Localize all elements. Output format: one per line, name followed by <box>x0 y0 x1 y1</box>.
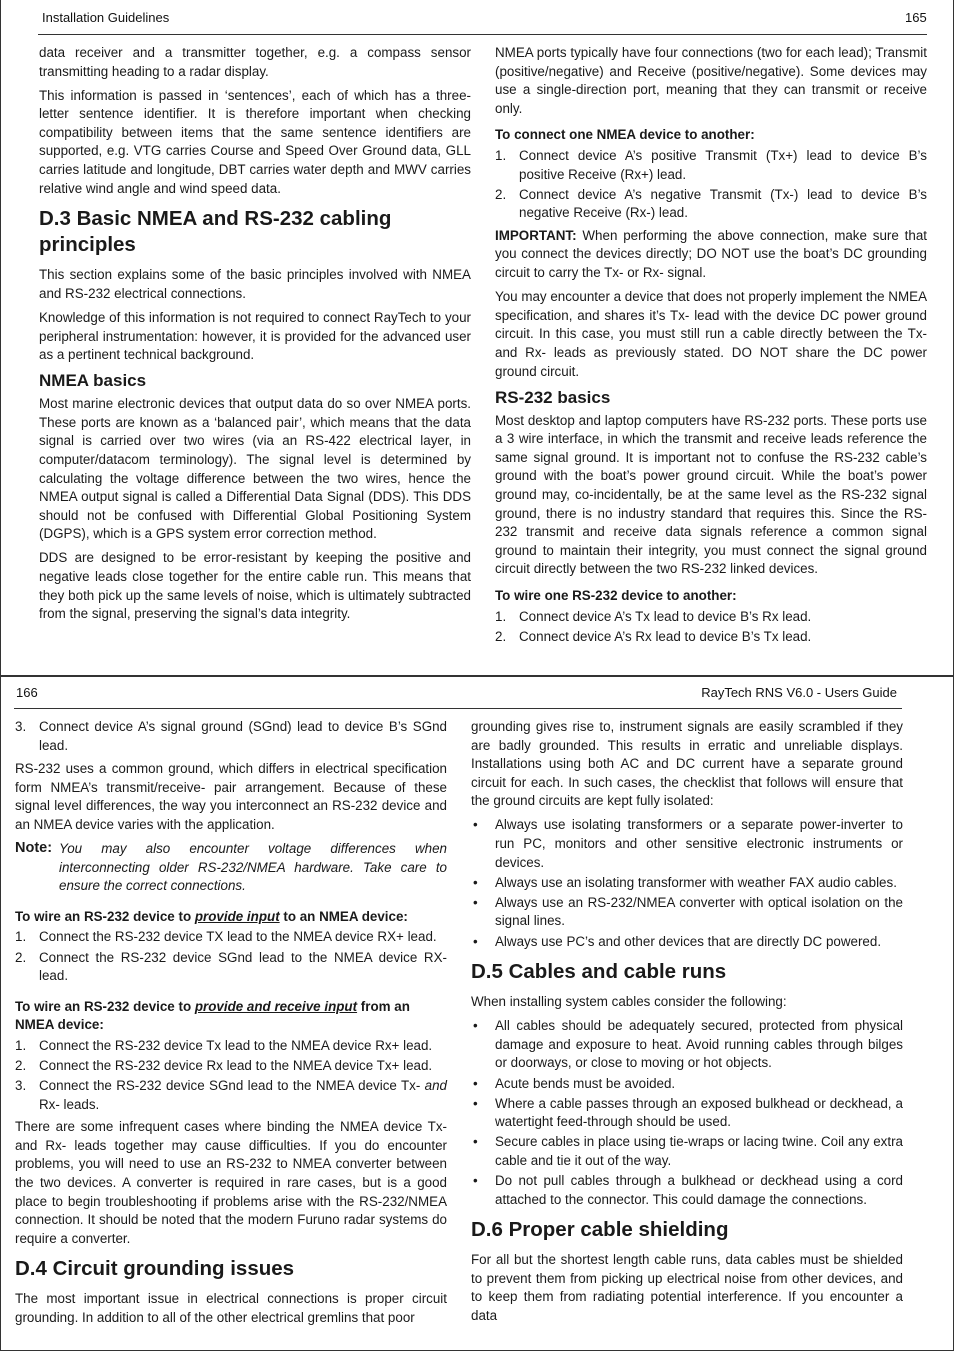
right-column <box>471 718 903 1331</box>
running-header-title: RayTech RNS V6.0 - Users Guide <box>701 685 897 700</box>
list-item <box>495 186 927 223</box>
list-item <box>495 628 927 647</box>
important-paragraph <box>495 227 927 283</box>
header-rule <box>14 708 902 709</box>
numbered-list <box>15 1037 447 1114</box>
list-text: Always use an RS-232/NMEA converter with optical isolation on the signal lines. <box>495 894 903 929</box>
subheading-rs232-basics: RS-232 basics <box>495 387 611 407</box>
paragraph: You may encounter a device that does not properly implement the NMEA specification, and shares it’s Tx- lead with the device DC power ground circuit. In this case, you must still run a cable directly between the Tx- and Rx- leads as previously stated. DO NOT share the DC power ground circuit. <box>495 289 927 379</box>
procedure-heading <box>15 908 447 927</box>
right-column <box>495 44 927 650</box>
numbered-list <box>495 147 927 223</box>
page-number: 165 <box>905 10 927 25</box>
paragraph: Most marine electronic devices that output data do so over NMEA ports. These ports are known as a ‘balanced pair’, which means that the data signal is carried over two wires (via an RS-422 electrical layer, in computer/datacom terminology). The signal level is determined by calculating the voltage difference between the two wires, hence the NMEA output signal is called a Differential Data Signal (DDS). This DDS should not be confused with Differential Global Positioning System (DGPS), which is a GPS system error correction method. <box>39 396 471 542</box>
list-text-part: Rx- leads. <box>39 1096 100 1112</box>
list-text-emphasis: and <box>424 1078 447 1094</box>
list-number: 2. <box>15 949 27 965</box>
bullet-icon: • <box>473 874 478 890</box>
list-item <box>15 949 447 986</box>
list-text: Connect the RS-232 device Tx lead to the NMEA device Rx+ lead. <box>39 1037 433 1053</box>
procedure-heading <box>15 998 447 1035</box>
page-number: 166 <box>16 685 38 700</box>
procedure-heading: To wire one RS-232 device to another: <box>495 587 737 603</box>
list-item <box>15 718 447 755</box>
section-heading-d6: D.6 Proper cable shielding <box>471 1218 729 1242</box>
bullet-list <box>471 1017 903 1209</box>
bullet-icon: • <box>473 1172 478 1188</box>
paragraph: The most important issue in electrical connections is proper circuit grounding. In addition to all of the other electrical gremlins that poor <box>15 1291 447 1326</box>
list-text: Connect the RS-232 device Rx lead to the NMEA device Tx+ lead. <box>39 1058 433 1073</box>
bullet-icon: • <box>473 1018 478 1034</box>
list-item <box>15 928 447 947</box>
bullet-icon: • <box>473 817 478 833</box>
important-text: When performing the above connection, make sure that you connect the devices directly; DO NOT use the boat’s DC grounding circuit to carry the Tx- or Rx- signal. <box>495 227 927 281</box>
list-item <box>471 1095 903 1132</box>
heading-part: To wire an RS-232 device to <box>15 908 195 924</box>
list-item <box>471 1075 903 1094</box>
section-heading-d4: D.4 Circuit grounding issues <box>15 1257 295 1281</box>
bullet-icon: • <box>473 894 478 910</box>
heading-emphasis: provide input <box>194 908 280 924</box>
list-item <box>495 147 927 184</box>
procedure-heading: To connect one NMEA device to another: <box>495 127 755 143</box>
list-item <box>15 1057 447 1076</box>
list-text: Connect device A’s Rx lead to device B’s Tx lead. <box>519 628 812 644</box>
running-header-title: Installation Guidelines <box>42 10 170 25</box>
left-column <box>15 718 447 1333</box>
list-number: 2. <box>495 628 507 644</box>
page-166 <box>0 676 954 1351</box>
list-item <box>471 1172 903 1209</box>
bullet-icon: • <box>473 933 478 949</box>
list-item <box>15 1037 447 1056</box>
list-item <box>471 933 903 952</box>
list-text: Connect the RS-232 device SGnd lead to the NMEA device RX- lead. <box>39 949 447 984</box>
list-number: 1. <box>495 608 507 624</box>
list-number: 3. <box>15 1078 27 1094</box>
paragraph: Knowledge of this information is not required to connect RayTech to your peripheral instrumentation: however, it is provided for the advanced user as a pertinent technical background. <box>39 309 471 363</box>
paragraph: grounding gives rise to, instrument signals are easily scrambled if they are badly grounded. This results in erratic and unreliable displays. Installations using both AC and DC current have a separate ground circuit for each. In such cases, the checklist that follows will ensure that the ground circuits are kept fully isolated: <box>471 719 903 809</box>
paragraph: data receiver and a transmitter together, e.g. a compass sensor transmitting heading to a radar display. <box>39 45 471 79</box>
bullet-list <box>471 816 903 951</box>
list-text: Connect device A’s signal ground (SGnd) lead to device B’s SGnd lead. <box>39 719 447 753</box>
heading-part: to an NMEA device: <box>279 908 408 924</box>
numbered-list <box>15 928 447 985</box>
subheading-nmea-basics: NMEA basics <box>39 371 147 391</box>
list-item <box>471 894 903 931</box>
list-text: Always use PC’s and other devices that are directly DC powered. <box>495 933 882 949</box>
heading-part: To wire an RS-232 device to <box>15 998 195 1014</box>
list-item <box>471 874 903 893</box>
note-block <box>15 840 447 896</box>
list-item <box>15 1077 447 1114</box>
bullet-icon: • <box>473 1134 478 1150</box>
heading-part: from an NMEA device: <box>15 998 410 1033</box>
section-heading-d5: D.5 Cables and cable runs <box>471 960 727 984</box>
note-text: You may also encounter voltage differences when interconnecting older RS-232/NMEA hardware. Take care to ensure the correct connections. <box>59 841 447 894</box>
paragraph: NMEA ports typically have four connections (two for each lead); Transmit (positive/negative) and Receive (positive/negative). Some devices may use a single-direction port, meaning that they can transmit or receive only. <box>495 45 927 116</box>
paragraph: This information is passed in ‘sentences’, each of which has a three-letter sentence identifier. It is therefore important when checking compatibility between items that the same sentence identifiers are supported, e.g. VTG carries Course and Speed Over Ground data, GLL carries latitude and longitude, DBT carries water depth and MWV carries relative wind angle and wind speed data. <box>39 87 471 196</box>
list-number: 3. <box>15 719 27 734</box>
left-column <box>39 44 471 629</box>
list-number: 1. <box>15 929 27 945</box>
paragraph: DDS are designed to be error-resistant by keeping the positive and negative leads close together for the entire cable run. This means that they both pick up the same levels of noise, which is ultimately subtracted from the signal, preserving the signal’s data integrity. <box>39 550 471 622</box>
list-item <box>471 1017 903 1073</box>
paragraph: There are some infrequent cases where binding the NMEA device Tx- and Rx- leads together may cause difficulties. If you do encounter problems, you will need to use an RS-232 to NMEA converter between the two devices. A converter is required in rare cases, but is a good place to begin troubleshooting if problems arise with the RS-232/NMEA connection. It should be noted that the modern Furuno radar systems do require a converter. <box>15 1119 447 1246</box>
list-number: 2. <box>495 186 507 202</box>
note-label: Note: <box>15 840 53 857</box>
list-number: 1. <box>15 1037 27 1053</box>
list-text: All cables should be adequately secured, protected from physical damage and exposure to heat. Avoid running cables through bilges or doorways, or close to moving or hot objects. <box>495 1018 903 1071</box>
list-text: Connect the RS-232 device TX lead to the NMEA device RX+ lead. <box>39 929 437 945</box>
bullet-icon: • <box>473 1095 478 1111</box>
list-text <box>39 1078 447 1112</box>
list-item <box>495 608 927 627</box>
header-rule <box>38 34 927 35</box>
paragraph: For all but the shortest length cable runs, data cables must be shielded to prevent them from picking up electrical noise from other devices, and to keep them from radiating potential interference. If you encounter a data <box>471 1252 903 1323</box>
paragraph: RS-232 uses a common ground, which differs in electrical specification form NMEA’s transmit/receive- pair arrangement. Because of these signal level differences, the way you interconnect an RS-232 device and an NMEA device varies with the application. <box>15 761 447 832</box>
list-text: Always use isolating transformers or a separate power-inverter to run PC, monitors and other sensitive electronic instruments or devices. <box>495 817 903 870</box>
list-text: Connect device A’s positive Transmit (Tx+) lead to device B’s positive Receive (Rx+) lead. <box>519 147 927 182</box>
heading-emphasis: provide and receive input <box>194 998 358 1014</box>
list-text: Acute bends must be avoided. <box>495 1075 676 1091</box>
paragraph: Most desktop and laptop computers have RS-232 ports. These ports use a 3 wire interface, in which the transmit and receive leads reference the same signal ground. It is important not to confuse the RS-232 cable’s ground with the boat’s power ground circuit. While the boat’s power ground may, co-incidentally, be at the same level as the RS-232 signal ground, there is no industry standard that requires this. Since the RS-232 transmit and receive data signals reference a common signal ground to maintain their integrity, you must connect the signal ground circuit directly between the two RS-232 linked devices. <box>495 412 927 577</box>
paragraph: This section explains some of the basic principles involved with NMEA and RS-232 electrical connections. <box>39 267 471 301</box>
list-text: Connect device A’s Tx lead to device B’s Rx lead. <box>519 608 812 624</box>
list-text-part: Connect the RS-232 device SGnd lead to the NMEA device Tx- <box>39 1078 425 1094</box>
important-label: IMPORTANT: <box>495 227 577 243</box>
list-text: Connect device A’s negative Transmit (Tx-) lead to device B’s negative Receive (Rx-) lead. <box>519 186 927 221</box>
list-text: Secure cables in place using tie-wraps or lacing twine. Coil any extra cable and tie it out of the way. <box>495 1134 903 1168</box>
list-number: 1. <box>495 147 507 163</box>
list-item <box>471 816 903 872</box>
list-text: Do not pull cables through a bulkhead or deckhead using a cord attached to the connector. This could damage the connections. <box>495 1172 903 1207</box>
list-text: Where a cable passes through an exposed bulkhead or deckhead, a watertight feed-through should be used. <box>495 1095 903 1130</box>
section-heading-d3: D.3 Basic NMEA and RS-232 cabling principles <box>39 207 392 257</box>
numbered-list <box>495 608 927 647</box>
list-item <box>471 1133 903 1170</box>
list-text: Always use an isolating transformer with weather FAX audio cables. <box>495 874 897 890</box>
bullet-icon: • <box>473 1075 478 1091</box>
list-number: 2. <box>15 1058 27 1073</box>
paragraph: When installing system cables consider the following: <box>471 994 787 1010</box>
